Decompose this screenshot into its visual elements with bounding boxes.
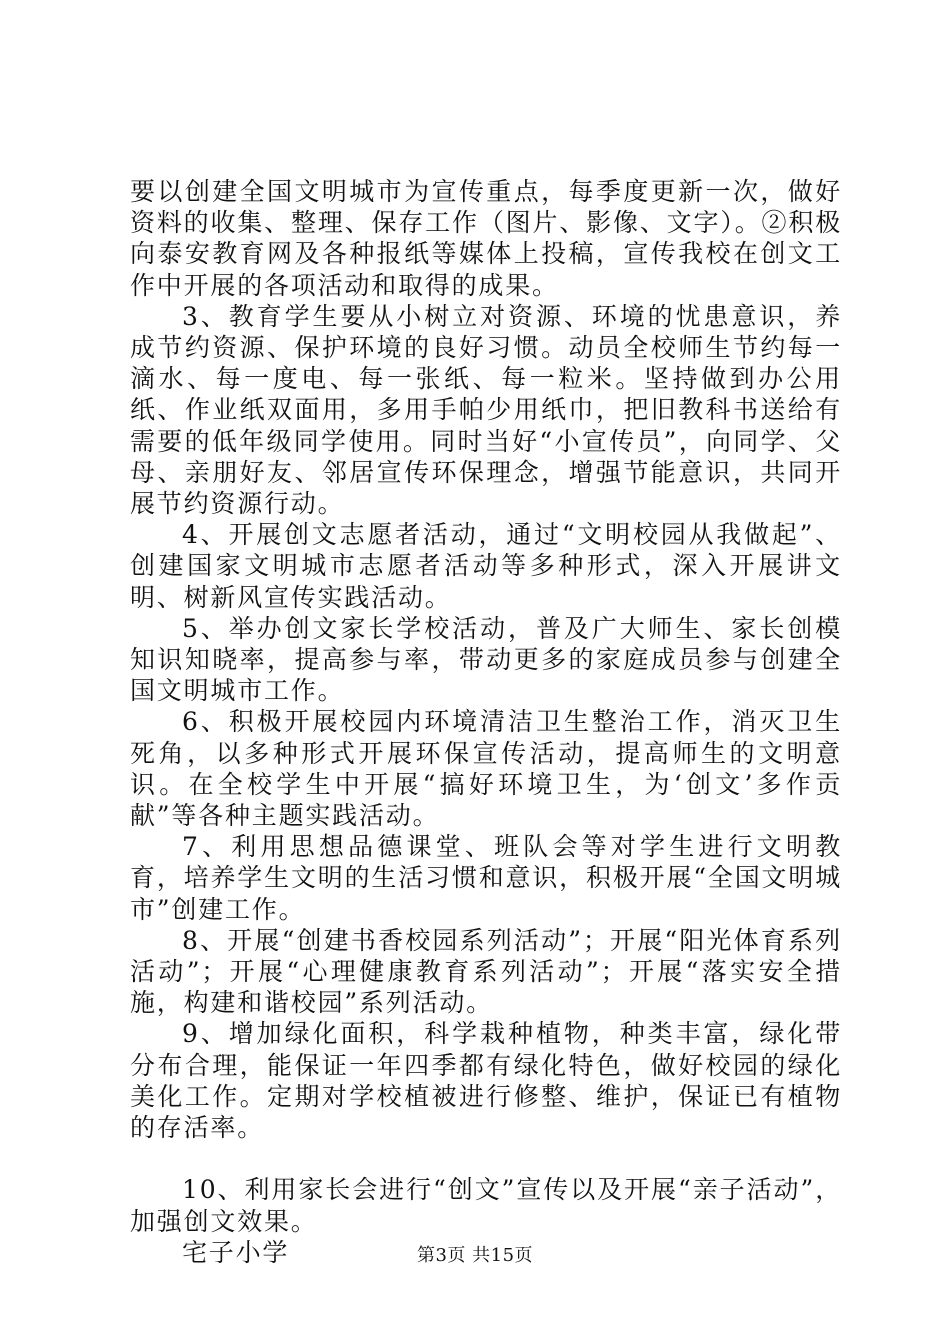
page-number-footer: 第3页 共15页 [416,1245,534,1266]
paragraph-item-10: 10、利用家长会进行“创文”宣传以及开展“亲子活动”，加强创文效果。 [130,1175,842,1236]
paragraph-item-6: 6、积极开展校园内环境清洁卫生整治工作，消灭卫生死角，以多种形式开展环保宣传活动，提高师生的文明意识。在全校学生中开展“搞好环境卫生，为‘创文’多作贡献”等各种主题实践活动。 [130,707,842,831]
paragraph-item-5: 5、举办创文家长学校活动，普及广大师生、家长创模知识知晓率，提高参与率，带动更多的家庭成员参与创建全国文明城市工作。 [130,613,842,706]
paragraph-item-9: 9、增加绿化面积，科学栽种植物，种类丰富，绿化带分布合理，能保证一年四季都有绿化特色，做好校园的绿化美化工作。定期对学校植被进行修整、维护，保证已有植物的存活率。 [130,1019,842,1143]
paragraph-continued: 要以创建全国文明城市为宣传重点，每季度更新一次，做好资料的收集、整理、保存工作（图片、影像、文字）。②积极向泰安教育网及各种报纸等媒体上投稿，宣传我校在创文工作中开展的各项活动和取得的成果。 [130,177,842,300]
signature-school-name: 宅子小学 [182,1237,290,1267]
paragraph-item-4: 4、开展创文志愿者活动，通过“文明校园从我做起”、创建国家文明城市志愿者活动等多种形式，深入开展讲文明、树新风宣传实践活动。 [130,520,842,612]
paragraph-item-8: 8、开展“创建书香校园系列活动”；开展“阳光体育系列活动”；开展“心理健康教育系列活动”；开展“落实安全措施，构建和谐校园”系列活动。 [130,925,842,1018]
paragraph-item-3: 3、教育学生要从小树立对资源、环境的忧患意识，养成节约资源、保护环境的良好习惯。动员全校师生节约每一滴水、每一度电、每一张纸、每一粒米。坚持做到办公用纸、作业纸双面用，多用手帕少用纸巾，把旧教科书送给有需要的低年级同学使用。同时当好“小宣传员”，向同学、父母、亲朋好友、邻居宣传环保理念，增强节能意识，共同开展节约资源行动。 [130,301,842,519]
paragraph-spacer [130,1143,842,1174]
document-body [130,176,842,1268]
paragraph-item-7: 7、利用思想品德课堂、班队会等对学生进行文明教育，培养学生文明的生活习惯和意识，积极开展“全国文明城市”创建工作。 [130,832,842,924]
